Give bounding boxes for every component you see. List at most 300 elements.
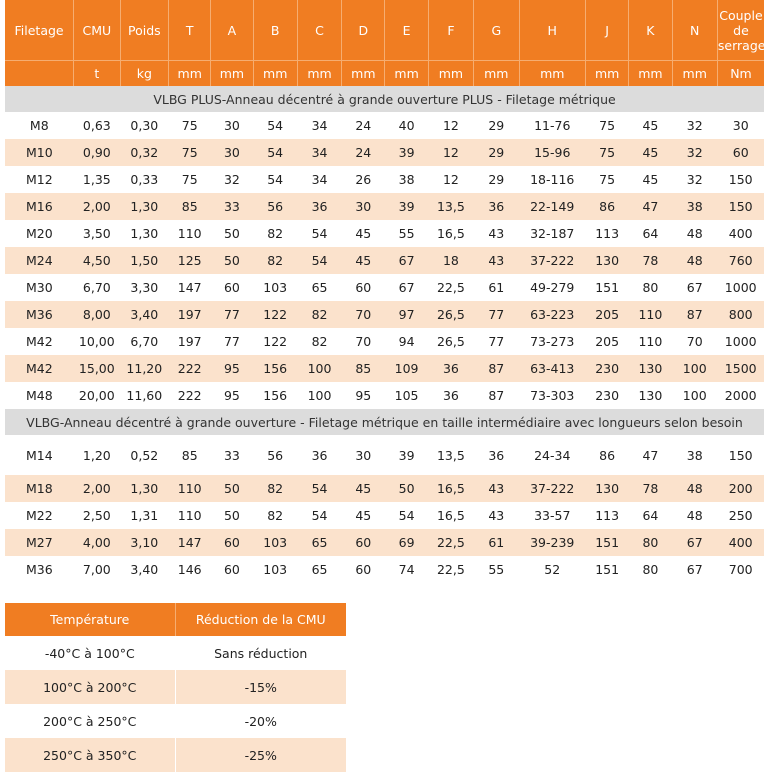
table-cell: 156: [263, 388, 288, 403]
table-cell: 50: [223, 226, 240, 241]
table-cell: M22: [25, 508, 53, 523]
table-cell: 47: [642, 447, 659, 463]
table-cell: M18: [5, 475, 74, 502]
table-row: [5, 193, 764, 220]
table-cell: 56: [267, 447, 284, 463]
table-cell: M36: [5, 301, 74, 328]
table-cell: 22,5: [436, 562, 465, 577]
table-cell: 48: [686, 508, 703, 523]
table-cell: 197: [177, 334, 202, 349]
table-cell: 3,10: [120, 529, 169, 556]
table-cell: 54: [297, 247, 341, 274]
table-cell: 113: [595, 226, 620, 241]
table-cell: 13,5: [436, 447, 465, 463]
table-cell: 55: [398, 226, 415, 241]
table-cell: 15-96: [519, 139, 586, 166]
table-cell: 63-223: [519, 301, 586, 328]
unit-cell: mm: [672, 61, 717, 87]
table-cell: 32: [223, 172, 240, 187]
table-cell: 29: [488, 118, 505, 133]
units-row: [5, 61, 764, 87]
table-cell: 78: [629, 247, 672, 274]
table-cell: 130: [586, 247, 629, 274]
temperature-range: 250°C à 350°C: [5, 738, 175, 772]
table-row: [5, 274, 764, 301]
table-cell: 70: [355, 334, 372, 349]
table-cell: 86: [586, 193, 629, 220]
table-cell: 77: [488, 334, 505, 349]
table-cell: 1000: [724, 280, 757, 295]
table-cell: 24-34: [534, 447, 571, 463]
table-cell: 70: [342, 301, 385, 328]
table-cell: 61: [474, 529, 519, 556]
table-cell: 48: [672, 247, 717, 274]
unit-cell: mm: [342, 61, 385, 87]
table-cell: 20,00: [78, 388, 115, 403]
header-c: C: [297, 0, 341, 61]
table-cell: 30: [223, 118, 240, 133]
table-cell: 85: [342, 355, 385, 382]
table-cell: M42: [5, 355, 74, 382]
table-cell: M20: [25, 226, 53, 241]
unit-cell: mm: [629, 61, 672, 87]
table-cell: 146: [177, 562, 202, 577]
table-cell: 760: [717, 247, 764, 274]
table-cell: 32: [686, 172, 703, 187]
table-cell: 80: [642, 562, 659, 577]
table-cell: M8: [29, 118, 49, 133]
table-cell: 43: [474, 475, 519, 502]
table-cell: 2,00: [74, 475, 120, 502]
table-cell: 39: [398, 447, 415, 463]
table-cell: 30: [342, 193, 385, 220]
table-cell: 67: [686, 562, 703, 577]
table-cell: 97: [385, 301, 428, 328]
table-cell: 38: [672, 193, 717, 220]
table-cell: 122: [253, 301, 297, 328]
table-cell: 22,5: [428, 529, 473, 556]
table-cell: 45: [355, 226, 372, 241]
table-cell: M12: [25, 172, 53, 187]
unit-cell: mm: [474, 61, 519, 87]
table-cell: 75: [586, 139, 629, 166]
table-cell: 50: [385, 475, 428, 502]
table-cell: 50: [211, 475, 253, 502]
section2-title-row: [5, 409, 764, 435]
table-cell: 22-149: [519, 193, 586, 220]
table-cell: 6,70: [130, 334, 159, 349]
table-cell: 43: [488, 508, 505, 523]
table-cell: 16,5: [436, 508, 465, 523]
table-cell: 12: [442, 172, 459, 187]
table-cell: 151: [595, 562, 620, 577]
table-cell: 100: [307, 388, 332, 403]
table-cell: 82: [267, 226, 284, 241]
table-cell: 33-57: [534, 508, 571, 523]
table-cell: 30: [211, 139, 253, 166]
table-cell: 65: [297, 529, 341, 556]
table-cell: 45: [642, 172, 659, 187]
table-cell: 47: [629, 193, 672, 220]
table-cell: 400: [717, 529, 764, 556]
table-cell: 75: [599, 118, 616, 133]
table-cell: 200: [717, 475, 764, 502]
table-cell: 60: [223, 280, 240, 295]
table-cell: 0,63: [82, 118, 111, 133]
table-cell: 45: [342, 247, 385, 274]
table-cell: M24: [5, 247, 74, 274]
table-cell: 13,5: [428, 193, 473, 220]
table-cell: 26: [355, 172, 372, 187]
table-cell: 82: [267, 508, 284, 523]
table-cell: 113: [595, 508, 620, 523]
table-cell: 4,00: [74, 529, 120, 556]
table-cell: 147: [169, 529, 211, 556]
table-row: [5, 139, 764, 166]
table-cell: 1,35: [82, 172, 111, 187]
unit-cell: t: [74, 61, 120, 87]
table-cell: 26,5: [436, 334, 465, 349]
table-row: [5, 247, 764, 274]
table-cell: 3,40: [130, 562, 159, 577]
table-cell: 130: [629, 355, 672, 382]
table-cell: 130: [638, 388, 663, 403]
table-cell: 36: [488, 447, 505, 463]
table-cell: 1,30: [120, 475, 169, 502]
table-cell: 150: [728, 447, 753, 463]
table-cell: 18: [428, 247, 473, 274]
table-row: [5, 502, 764, 529]
table-cell: 1,30: [130, 226, 159, 241]
cmu-reduction: -25%: [175, 738, 346, 772]
table-cell: 45: [342, 475, 385, 502]
table-cell: 4,50: [74, 247, 120, 274]
table-cell: 64: [642, 508, 659, 523]
table-cell: 11,60: [126, 388, 163, 403]
table-cell: 54: [398, 508, 415, 523]
table-cell: 24: [342, 139, 385, 166]
unit-cell: Nm: [717, 61, 764, 87]
table-cell: 110: [177, 508, 202, 523]
table-cell: 0,30: [130, 118, 159, 133]
unit-cell: mm: [428, 61, 473, 87]
table-cell: 37-222: [519, 475, 586, 502]
table-cell: 11,20: [120, 355, 169, 382]
table-row: [5, 475, 764, 502]
header-temperature: Température: [5, 603, 175, 636]
table-cell: 67: [686, 280, 703, 295]
table-cell: 3,50: [82, 226, 111, 241]
table-cell: 12: [442, 118, 459, 133]
table-cell: 110: [638, 334, 663, 349]
header-d: D: [342, 0, 385, 61]
table-cell: 1500: [717, 355, 764, 382]
section-title: VLBG-Anneau décentré à grande ouverture - Filetage métrique en taille intermédiaire avec longueurs selon besoin: [5, 409, 764, 435]
table-cell: 95: [355, 388, 372, 403]
table-row: [5, 435, 764, 475]
header-f: F: [428, 0, 473, 61]
table-cell: 205: [586, 301, 629, 328]
table-cell: 8,00: [74, 301, 120, 328]
table-cell: 82: [297, 301, 341, 328]
header-e: E: [385, 0, 428, 61]
table-cell: 48: [686, 226, 703, 241]
table-cell: 3,30: [130, 280, 159, 295]
cmu-reduction: -20%: [244, 713, 277, 729]
temperature-range: 200°C à 250°C: [5, 704, 175, 738]
table-cell: 12: [428, 139, 473, 166]
table-cell: 16,5: [428, 475, 473, 502]
header-g: G: [474, 0, 519, 61]
table-cell: 150: [717, 193, 764, 220]
table-cell: 37-222: [519, 247, 586, 274]
table-cell: 43: [488, 226, 505, 241]
temperature-row: [5, 704, 346, 738]
unit-cell: mm: [297, 61, 341, 87]
table-cell: 100: [672, 355, 717, 382]
header-h: H: [519, 0, 586, 61]
table-cell: 50: [223, 508, 240, 523]
table-row: [5, 355, 764, 382]
table-cell: 2,00: [74, 193, 120, 220]
table-cell: 60: [211, 529, 253, 556]
table-cell: 34: [297, 139, 341, 166]
table-cell: 64: [642, 226, 659, 241]
table-cell: M48: [25, 388, 53, 403]
table-cell: 60: [355, 562, 372, 577]
unit-cell: mm: [519, 61, 586, 87]
unit-cell: kg: [120, 61, 169, 87]
table-cell: 40: [398, 118, 415, 133]
table-cell: 100: [297, 355, 341, 382]
table-cell: 95: [211, 355, 253, 382]
table-cell: 3,40: [120, 301, 169, 328]
table-cell: 2000: [724, 388, 757, 403]
table-cell: 39-239: [519, 529, 586, 556]
table-cell: M27: [5, 529, 74, 556]
table-cell: M14: [25, 447, 53, 463]
table-cell: 100: [682, 388, 707, 403]
table-cell: 87: [474, 355, 519, 382]
table-cell: 60: [223, 562, 240, 577]
table-cell: 45: [642, 118, 659, 133]
table-cell: 800: [717, 301, 764, 328]
unit-cell: [5, 61, 74, 87]
table-cell: 109: [385, 355, 428, 382]
table-cell: 29: [488, 172, 505, 187]
table-cell: 30: [355, 447, 372, 463]
table-row: [5, 556, 764, 583]
table-cell: 32: [686, 118, 703, 133]
header-poids: Poids: [120, 0, 169, 61]
temperature-row: [5, 670, 346, 704]
unit-cell: mm: [586, 61, 629, 87]
header-n: N: [672, 0, 717, 61]
table-cell: 54: [267, 118, 284, 133]
header-couple: [717, 0, 764, 61]
table-cell: 73-303: [530, 388, 575, 403]
table-cell: 147: [177, 280, 202, 295]
table-cell: 33: [211, 193, 253, 220]
table-cell: 87: [488, 388, 505, 403]
table-cell: 1,31: [130, 508, 159, 523]
table-cell: 65: [311, 562, 328, 577]
table-cell: 95: [223, 388, 240, 403]
table-cell: 151: [586, 529, 629, 556]
table-cell: 15,00: [74, 355, 120, 382]
table-row: [5, 382, 764, 409]
unit-cell: mm: [253, 61, 297, 87]
unit-cell: mm: [169, 61, 211, 87]
table-cell: 39: [385, 193, 428, 220]
table-cell: 32-187: [530, 226, 575, 241]
table-cell: 85: [181, 447, 198, 463]
temperature-row: [5, 738, 346, 772]
table-cell: 6,70: [82, 280, 111, 295]
temperature-range: 100°C à 200°C: [5, 670, 175, 704]
table-cell: 1,20: [82, 447, 111, 463]
table-cell: 82: [253, 247, 297, 274]
table-cell: 75: [181, 118, 198, 133]
table-cell: 54: [311, 508, 328, 523]
table-row: [5, 529, 764, 556]
table-cell: 45: [355, 508, 372, 523]
table-cell: 110: [169, 475, 211, 502]
table-cell: 34: [311, 172, 328, 187]
header-filetage: Filetage: [5, 0, 74, 61]
table-cell: 55: [488, 562, 505, 577]
table-cell: 103: [263, 280, 288, 295]
table-cell: 10,00: [78, 334, 115, 349]
table-cell: 151: [595, 280, 620, 295]
table-cell: 7,00: [82, 562, 111, 577]
table-cell: 86: [599, 447, 616, 463]
unit-cell: mm: [211, 61, 253, 87]
table-cell: 94: [398, 334, 415, 349]
table-cell: 77: [223, 334, 240, 349]
table-cell: 400: [728, 226, 753, 241]
table-cell: 36: [311, 447, 328, 463]
table-cell: 77: [211, 301, 253, 328]
temperature-row: [5, 636, 346, 670]
header-couple-label: Couple de serrage: [717, 7, 766, 53]
table-row: [5, 112, 764, 139]
table-cell: 230: [595, 388, 620, 403]
table-cell: 125: [169, 247, 211, 274]
temperature-range: -40°C à 100°C: [5, 636, 175, 670]
table-cell: 36: [297, 193, 341, 220]
unit-cell: mm: [385, 61, 428, 87]
table-cell: 11-76: [534, 118, 571, 133]
table-cell: 0,33: [130, 172, 159, 187]
table-cell: 56: [253, 193, 297, 220]
table-cell: 36: [428, 355, 473, 382]
table-cell: 2,50: [82, 508, 111, 523]
table-cell: 1,30: [120, 193, 169, 220]
table-cell: 222: [177, 388, 202, 403]
table-cell: M36: [25, 562, 53, 577]
table-cell: 156: [253, 355, 297, 382]
table-cell: 16,5: [436, 226, 465, 241]
table-cell: 60: [342, 529, 385, 556]
header-cmu: CMU: [74, 0, 120, 61]
table-cell: 32: [672, 139, 717, 166]
table-cell: 1000: [724, 334, 757, 349]
temperature-table: [5, 603, 346, 772]
table-cell: 250: [728, 508, 753, 523]
table-cell: 69: [385, 529, 428, 556]
header-a: A: [211, 0, 253, 61]
table-cell: 74: [398, 562, 415, 577]
table-cell: 130: [586, 475, 629, 502]
table-cell: 110: [629, 301, 672, 328]
table-cell: 82: [253, 475, 297, 502]
table-cell: 22,5: [436, 280, 465, 295]
table-cell: 30: [732, 118, 749, 133]
table-cell: 50: [211, 247, 253, 274]
section-title: VLBG PLUS-Anneau décentré à grande ouverture PLUS - Filetage métrique: [5, 86, 764, 112]
table-cell: 26,5: [428, 301, 473, 328]
table-cell: 0,32: [120, 139, 169, 166]
cmu-reduction: -15%: [175, 670, 346, 704]
header-b: B: [253, 0, 297, 61]
table-cell: 150: [728, 172, 753, 187]
table-cell: 0,90: [74, 139, 120, 166]
table-cell: 36: [474, 193, 519, 220]
table-cell: 39: [385, 139, 428, 166]
dimensions-table: [5, 0, 764, 583]
table-cell: 24: [355, 118, 372, 133]
table-cell: 52: [544, 562, 561, 577]
table-cell: 67: [398, 280, 415, 295]
table-cell: 87: [672, 301, 717, 328]
table-cell: 18-116: [530, 172, 575, 187]
table-cell: 82: [311, 334, 328, 349]
table-cell: 73-273: [530, 334, 575, 349]
header-k: K: [629, 0, 672, 61]
table-cell: 103: [263, 562, 288, 577]
table-cell: 105: [394, 388, 419, 403]
header-reduction: Réduction de la CMU: [175, 603, 346, 636]
header-t: T: [169, 0, 211, 61]
table-cell: 36: [442, 388, 459, 403]
table-cell: 230: [586, 355, 629, 382]
table-cell: 54: [267, 172, 284, 187]
table-cell: 197: [169, 301, 211, 328]
table-cell: 33: [223, 447, 240, 463]
table-cell: 70: [686, 334, 703, 349]
table-cell: M10: [5, 139, 74, 166]
table-cell: 48: [672, 475, 717, 502]
table-cell: 34: [311, 118, 328, 133]
table-cell: 700: [728, 562, 753, 577]
table-cell: 63-413: [519, 355, 586, 382]
table-cell: 75: [169, 139, 211, 166]
table-cell: M42: [25, 334, 53, 349]
cmu-reduction: Sans réduction: [214, 645, 308, 661]
table-cell: 54: [253, 139, 297, 166]
table-cell: 1,50: [120, 247, 169, 274]
table-cell: 38: [686, 447, 703, 463]
table-cell: 222: [169, 355, 211, 382]
table-cell: 85: [169, 193, 211, 220]
table-cell: 80: [642, 280, 659, 295]
table-cell: 43: [474, 247, 519, 274]
table-cell: 61: [488, 280, 505, 295]
temperature-header-row: [5, 603, 346, 636]
header-j: J: [586, 0, 629, 61]
table-cell: 67: [385, 247, 428, 274]
